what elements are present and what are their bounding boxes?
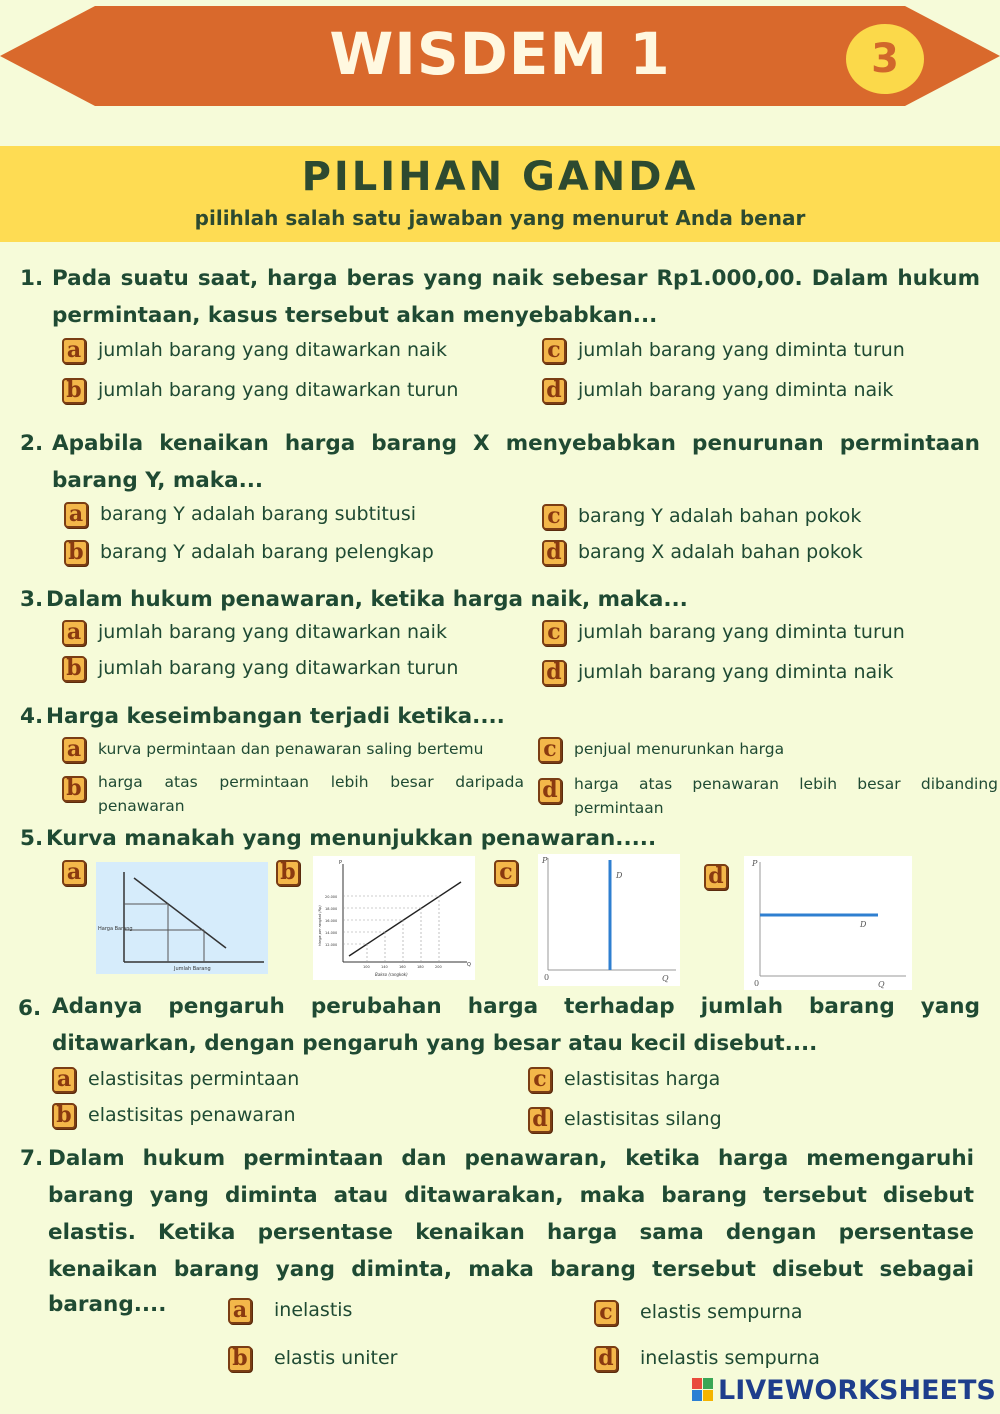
option-text: jumlah barang yang diminta naik (578, 379, 894, 401)
y-tick: 18.000 (325, 907, 338, 911)
question-number: 6. (18, 996, 42, 1021)
option-text: jumlah barang yang ditawarkan naik (98, 621, 447, 643)
option-text: barang Y adalah barang pelengkap (100, 541, 434, 563)
letter-c-icon: c (542, 338, 566, 364)
letter-b-icon: b (64, 540, 88, 566)
option-4a[interactable] (62, 737, 528, 763)
letter-a-icon: a (64, 502, 88, 528)
option-2b[interactable] (64, 540, 434, 566)
letter-d-icon: d (542, 660, 566, 686)
supply-curve-chart (313, 856, 475, 980)
option-6a[interactable] (52, 1067, 299, 1093)
option-text: harga atas permintaan lebih besar daripada penawaran (98, 773, 524, 815)
question-number: 4. (20, 704, 44, 729)
x-axis-letter: Q (662, 974, 669, 983)
option-text: jumlah barang yang diminta naik (578, 661, 894, 683)
x-tick: 100 (363, 965, 370, 969)
letter-b-icon: b (276, 860, 300, 886)
option-text: barang X adalah bahan pokok (578, 541, 863, 563)
question-text: Apabila kenaikan harga barang X menyebabkan penurunan permintaan barang Y, maka... (52, 431, 980, 493)
liveworksheets-logo[interactable] (692, 1374, 996, 1406)
option-text: jumlah barang yang ditawarkan turun (98, 379, 459, 401)
y-tick: 20.000 (325, 895, 338, 899)
option-1d[interactable] (542, 378, 893, 404)
question-number: 3. (20, 587, 44, 612)
curve-label: D (860, 920, 867, 929)
letter-c-icon: c (494, 860, 518, 886)
letter-d-icon: d (594, 1346, 618, 1372)
letter-a-icon: a (62, 737, 86, 763)
option-7b[interactable] (228, 1346, 398, 1372)
option-7d[interactable] (594, 1346, 820, 1372)
question-number: 1. (20, 266, 44, 291)
question-text: Pada suatu saat, harga beras yang naik sebesar Rp1.000,00. Dalam hukum permintaan, kasus tersebut akan menyebabkan... (52, 266, 980, 328)
chart-option-c[interactable] (538, 854, 680, 990)
option-2d[interactable] (542, 540, 863, 566)
y-tick: 16.000 (325, 919, 338, 923)
option-text: jumlah barang yang diminta turun (578, 339, 905, 361)
page-number-badge: 3 (846, 24, 924, 94)
x-tick: 160 (399, 965, 406, 969)
option-7a[interactable] (228, 1298, 352, 1324)
x-axis-label: Bakso (rangkok) (375, 972, 408, 977)
option-1b[interactable] (62, 378, 458, 404)
option-text: elastisitas harga (564, 1068, 721, 1090)
section-title: PILIHAN GANDA (301, 154, 699, 200)
question-text: Adanya pengaruh perubahan harga terhadap jumlah barang yang ditawarkan, dengan pengaruh yang besar atau kecil disebut.... (52, 994, 980, 1056)
option-6b[interactable] (52, 1103, 296, 1129)
y-tick: 14.000 (325, 931, 338, 935)
section-instructions: pilihlah salah satu jawaban yang menurut Anda benar (194, 206, 806, 230)
logo-text: LIVEWORKSHEETS (718, 1374, 996, 1406)
option-text: harga atas penawaran lebih besar dibanding permintaan (574, 775, 998, 817)
liveworksheets-logo-icon (692, 1378, 714, 1402)
question-text-end: barang.... (48, 1292, 167, 1317)
y-axis-letter: P (752, 859, 758, 868)
letter-a-icon: a (62, 338, 86, 364)
option-text: inelastis (274, 1299, 353, 1321)
worksheet-title: WISDEM 1 (329, 20, 671, 88)
letter-d-icon: d (704, 864, 728, 890)
letter-d-icon: d (528, 1107, 552, 1133)
x-axis-label: Jumlah Barang (174, 966, 211, 972)
option-text: kurva permintaan dan penawaran saling bertemu (98, 740, 484, 758)
x-tick: 140 (381, 965, 388, 969)
letter-c-icon: c (542, 620, 566, 646)
letter-a-icon: a (62, 620, 86, 646)
letter-c-icon: c (542, 504, 566, 530)
option-text: inelastis sempurna (640, 1347, 820, 1369)
letter-d-icon: d (542, 540, 566, 566)
origin-label: 0 (754, 979, 760, 988)
letter-a-icon: a (228, 1298, 252, 1324)
origin-label: 0 (544, 973, 550, 982)
option-text: elastis sempurna (640, 1301, 803, 1323)
option-5c[interactable] (494, 860, 518, 886)
option-text: jumlah barang yang diminta turun (578, 621, 905, 643)
option-1c[interactable] (542, 338, 905, 364)
section-header (0, 146, 1000, 242)
question-number: 5. (20, 826, 44, 851)
x-tick: 180 (417, 965, 424, 969)
chart-option-a[interactable] (96, 862, 268, 978)
option-3b[interactable] (62, 656, 458, 682)
option-4d[interactable] (538, 772, 998, 820)
option-text: jumlah barang yang ditawarkan turun (98, 657, 459, 679)
letter-b-icon: b (62, 378, 86, 404)
option-6d[interactable] (528, 1107, 722, 1133)
option-4b[interactable] (62, 770, 524, 818)
option-5d[interactable] (704, 864, 728, 890)
letter-b-icon: b (228, 1346, 252, 1372)
option-3c[interactable] (542, 620, 905, 646)
option-text: barang Y adalah barang subtitusi (100, 503, 416, 525)
horizontal-curve-chart (744, 856, 912, 990)
option-text: elastisitas permintaan (88, 1068, 300, 1090)
title-banner (0, 6, 1000, 106)
question-text: Dalam hukum permintaan dan penawaran, ketika harga memengaruhi barang yang diminta atau ditawarakan, maka barang tersebut disebut elastis. Ketika persentase kenaikan harga sama dengan persentase kenaikan barang yang diminta, maka barang tersebut disebut sebagai (48, 1146, 974, 1282)
question-text: Dalam hukum penawaran, ketika harga naik, maka... (46, 587, 688, 612)
y-axis-label: Harga Barang (98, 926, 133, 932)
letter-a-icon: a (62, 860, 86, 886)
letter-d-icon: d (538, 778, 562, 804)
chart-option-d[interactable] (744, 856, 912, 994)
y-axis-label: Harga per rangkat (Rp) (318, 905, 322, 946)
option-text: penjual menurunkan harga (574, 740, 785, 758)
option-text: barang Y adalah bahan pokok (578, 505, 862, 527)
letter-c-icon: c (528, 1067, 552, 1093)
option-text: elastis uniter (274, 1347, 398, 1369)
y-axis-letter: P (542, 856, 548, 865)
option-text: elastisitas penawaran (88, 1104, 296, 1126)
option-text: elastisitas silang (564, 1108, 722, 1130)
curve-label: D (616, 871, 623, 880)
letter-c-icon: c (594, 1300, 618, 1326)
letter-b-icon: b (62, 656, 86, 682)
question-number: 2. (20, 431, 44, 456)
option-2a[interactable] (64, 502, 416, 528)
option-5b[interactable] (276, 860, 300, 886)
letter-a-icon: a (52, 1067, 76, 1093)
y-axis-letter: P (339, 860, 343, 866)
option-1a[interactable] (62, 338, 447, 364)
question-number: 7. (20, 1146, 44, 1171)
letter-b-icon: b (52, 1103, 76, 1129)
question-text: Kurva manakah yang menunjukkan penawaran..... (46, 826, 657, 851)
vertical-curve-chart (538, 854, 680, 986)
letter-d-icon: d (542, 378, 566, 404)
x-tick: 200 (435, 965, 442, 969)
letter-b-icon: b (62, 776, 86, 802)
x-axis-letter: Q (467, 962, 471, 968)
y-tick: 12.000 (325, 943, 338, 947)
option-4c[interactable] (538, 737, 994, 763)
question-text: Harga keseimbangan terjadi ketika.... (46, 704, 505, 729)
option-5a[interactable] (62, 860, 86, 886)
option-6c[interactable] (528, 1067, 720, 1093)
option-text: jumlah barang yang ditawarkan naik (98, 339, 447, 361)
option-2c[interactable] (542, 504, 861, 530)
letter-c-icon: c (538, 737, 562, 763)
option-3d[interactable] (542, 660, 893, 686)
option-3a[interactable] (62, 620, 447, 646)
option-7c[interactable] (594, 1300, 803, 1326)
x-axis-letter: Q (878, 980, 885, 989)
chart-option-b[interactable] (313, 856, 475, 984)
demand-curve-chart (96, 862, 268, 974)
